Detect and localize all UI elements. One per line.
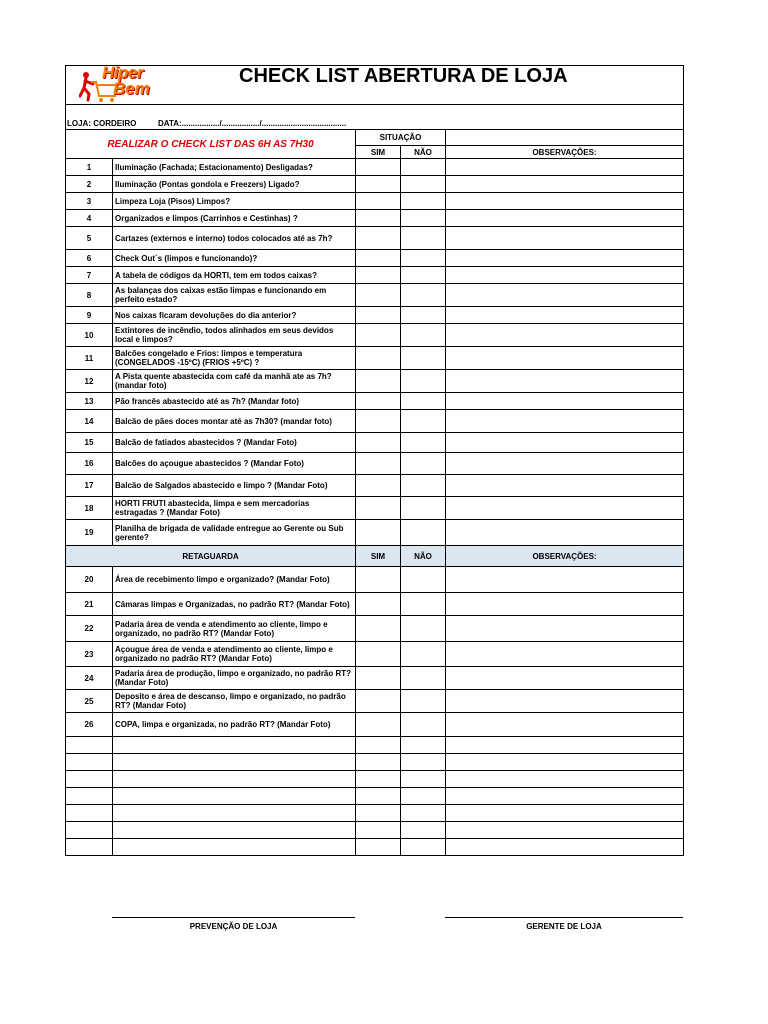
signature-label-prevencao: PREVENÇÃO DE LOJA [189,922,278,931]
sim-checkbox-cell[interactable] [356,497,401,520]
table-row [66,347,684,370]
item-number: 6 [66,250,113,267]
observacao-cell[interactable] [446,324,684,347]
observacao-cell[interactable] [446,520,684,546]
sim-checkbox-cell[interactable] [356,250,401,267]
table-row [66,159,684,176]
empty-table-row [66,839,684,856]
table-row [66,284,684,307]
sim-checkbox-cell[interactable] [356,227,401,250]
item-number: 25 [66,690,113,713]
observacao-cell[interactable] [446,176,684,193]
item-number: 19 [66,520,113,546]
item-number: 23 [66,642,113,667]
table-row [66,393,684,410]
nao-checkbox-cell[interactable] [401,176,446,193]
logo-text-bem: Bem [113,79,150,98]
table-row [66,267,684,284]
nao-checkbox-cell[interactable] [401,690,446,713]
retaguarda-sim-header: SIM [356,546,401,567]
date-field[interactable]: DATA:................./................./...................................... [158,119,347,128]
observacoes-header: OBSERVAÇÕES: [446,146,684,159]
item-text: Iluminação (Fachada; Estacionamento) Desligadas? [113,159,356,176]
empty-text-cell[interactable] [113,822,356,839]
sim-header: SIM [356,146,401,159]
item-number: 5 [66,227,113,250]
empty-table-row [66,805,684,822]
observacao-cell[interactable] [446,410,684,433]
nao-checkbox-cell[interactable] [401,347,446,370]
signature-line-prevencao[interactable] [112,917,355,918]
item-number: 18 [66,497,113,520]
instruction-text: REALIZAR O CHECK LIST DAS 6H AS 7H30 [66,130,356,159]
sim-checkbox-cell[interactable] [356,307,401,324]
store-name: LOJA: CORDEIRO [67,119,137,128]
empty-number-cell [66,839,113,856]
nao-checkbox-cell[interactable] [401,713,446,737]
empty-sim-cell[interactable] [356,839,401,856]
nao-checkbox-cell[interactable] [401,475,446,497]
sim-checkbox-cell[interactable] [356,370,401,393]
item-number: 14 [66,410,113,433]
nao-checkbox-cell[interactable] [401,616,446,642]
nao-checkbox-cell[interactable] [401,497,446,520]
sim-checkbox-cell[interactable] [356,475,401,497]
observacao-cell[interactable] [446,567,684,593]
observacao-cell[interactable] [446,347,684,370]
page-title: CHECK LIST ABERTURA DE LOJA [239,65,568,87]
item-text: Limpeza Loja (Pisos) Limpos? [113,193,356,210]
retaguarda-observacoes-header: OBSERVAÇÕES: [446,546,684,567]
empty-observacao-cell[interactable] [446,788,684,805]
empty-sim-cell[interactable] [356,788,401,805]
nao-checkbox-cell[interactable] [401,267,446,284]
empty-number-cell [66,805,113,822]
observacao-cell[interactable] [446,227,684,250]
observacao-cell[interactable] [446,453,684,475]
item-text: Balcões congelado e Frios: limpos e temperatura (CONGELADOS -15ºC) (FRIOS +5ºC) ? [113,347,356,370]
empty-nao-cell[interactable] [401,737,446,754]
table-row [66,497,684,520]
checklist-sheet [65,65,683,856]
observacao-cell[interactable] [446,593,684,616]
situacao-header: SITUAÇÃO [356,130,446,146]
item-number: 2 [66,176,113,193]
item-text: Balcão de Salgados abastecido e limpo ? (Mandar Foto) [113,475,356,497]
observacao-cell[interactable] [446,267,684,284]
observacao-cell[interactable] [446,497,684,520]
table-row [66,690,684,713]
sim-checkbox-cell[interactable] [356,267,401,284]
empty-text-cell[interactable] [113,805,356,822]
empty-sim-cell[interactable] [356,805,401,822]
item-number: 1 [66,159,113,176]
empty-table-row [66,788,684,805]
empty-text-cell[interactable] [113,737,356,754]
table-row [66,475,684,497]
empty-number-cell [66,754,113,771]
retaguarda-nao-header: NÃO [401,546,446,567]
nao-checkbox-cell[interactable] [401,393,446,410]
table-row [66,593,684,616]
empty-observacao-cell[interactable] [446,754,684,771]
observacao-cell[interactable] [446,475,684,497]
item-text: Açougue área de venda e atendimento ao cliente, limpo e organizado no padrão RT? (Mandar Foto) [113,642,356,667]
table-row [66,567,684,593]
item-number: 16 [66,453,113,475]
sim-checkbox-cell[interactable] [356,453,401,475]
observacao-cell[interactable] [446,210,684,227]
empty-observacao-cell[interactable] [446,737,684,754]
nao-checkbox-cell[interactable] [401,227,446,250]
observacao-cell[interactable] [446,307,684,324]
empty-nao-cell[interactable] [401,788,446,805]
table-row [66,410,684,433]
empty-nao-cell[interactable] [401,822,446,839]
observacao-cell[interactable] [446,250,684,267]
item-number: 21 [66,593,113,616]
table-row [66,713,684,737]
sim-checkbox-cell[interactable] [356,176,401,193]
item-text: Balcões do açougue abastecidos ? (Mandar Foto) [113,453,356,475]
blank-header-cell [446,130,684,146]
sim-checkbox-cell[interactable] [356,347,401,370]
empty-observacao-cell[interactable] [446,771,684,788]
sim-checkbox-cell[interactable] [356,667,401,690]
item-number: 8 [66,284,113,307]
signature-line-gerente[interactable] [445,917,683,918]
nao-checkbox-cell[interactable] [401,567,446,593]
observacao-cell[interactable] [446,616,684,642]
empty-sim-cell[interactable] [356,822,401,839]
item-number: 12 [66,370,113,393]
sim-checkbox-cell[interactable] [356,690,401,713]
item-number: 10 [66,324,113,347]
observacao-cell[interactable] [446,370,684,393]
item-number: 26 [66,713,113,737]
sim-checkbox-cell[interactable] [356,393,401,410]
table-row [66,520,684,546]
empty-nao-cell[interactable] [401,839,446,856]
table-row [66,210,684,227]
table-row [66,193,684,210]
item-text: Padaria área de produção, limpo e organizado, no padrão RT? (Mandar Foto) [113,667,356,690]
nao-checkbox-cell[interactable] [401,433,446,453]
nao-checkbox-cell[interactable] [401,667,446,690]
nao-checkbox-cell[interactable] [401,453,446,475]
sim-checkbox-cell[interactable] [356,520,401,546]
nao-checkbox-cell[interactable] [401,370,446,393]
item-number: 11 [66,347,113,370]
nao-checkbox-cell[interactable] [401,284,446,307]
empty-observacao-cell[interactable] [446,805,684,822]
empty-nao-cell[interactable] [401,754,446,771]
empty-observacao-cell[interactable] [446,822,684,839]
nao-checkbox-cell[interactable] [401,642,446,667]
item-number: 9 [66,307,113,324]
table-row [66,324,684,347]
item-text: COPA, limpa e organizada, no padrão RT? (Mandar Foto) [113,713,356,737]
item-number: 3 [66,193,113,210]
item-text: Balcão de pães doces montar até as 7h30? (mandar foto) [113,410,356,433]
item-number: 13 [66,393,113,410]
sim-checkbox-cell[interactable] [356,713,401,737]
item-text: A tabela de códigos da HORTI, tem em todos caixas? [113,267,356,284]
nao-checkbox-cell[interactable] [401,193,446,210]
table-row [66,453,684,475]
item-text: Organizados e limpos (Carrinhos e Cestinhas) ? [113,210,356,227]
item-text: Iluminação (Pontas gondola e Freezers) Ligado? [113,176,356,193]
nao-checkbox-cell[interactable] [401,210,446,227]
item-text: Câmaras limpas e Organizadas, no padrão RT? (Mandar Foto) [113,593,356,616]
empty-text-cell[interactable] [113,839,356,856]
sim-checkbox-cell[interactable] [356,567,401,593]
observacao-cell[interactable] [446,642,684,667]
empty-sim-cell[interactable] [356,771,401,788]
item-text: Balcão de fatiados abastecidos ? (Mandar Foto) [113,433,356,453]
empty-nao-cell[interactable] [401,805,446,822]
observacao-cell[interactable] [446,713,684,737]
table-row [66,250,684,267]
empty-nao-cell[interactable] [401,771,446,788]
item-number: 4 [66,210,113,227]
item-number: 22 [66,616,113,642]
hiper-bem-logo [79,65,189,104]
empty-table-row [66,754,684,771]
sim-checkbox-cell[interactable] [356,324,401,347]
observacao-cell[interactable] [446,690,684,713]
empty-text-cell[interactable] [113,771,356,788]
table-row [66,616,684,642]
table-row [66,227,684,250]
empty-number-cell [66,771,113,788]
empty-sim-cell[interactable] [356,737,401,754]
empty-table-row [66,822,684,839]
checklist-table [65,65,684,856]
nao-checkbox-cell[interactable] [401,593,446,616]
empty-table-row [66,771,684,788]
observacao-cell[interactable] [446,193,684,210]
signature-label-gerente: GERENTE DE LOJA [526,922,602,931]
empty-text-cell[interactable] [113,788,356,805]
item-text: Check Out´s (limpos e funcionando)? [113,250,356,267]
item-text: Cartazes (externos e interno) todos colocados até as 7h? [113,227,356,250]
item-text: Pão francês abastecido até as 7h? (Mandar foto) [113,393,356,410]
table-row [66,370,684,393]
empty-number-cell [66,737,113,754]
retaguarda-header-row [66,546,684,567]
item-text: Nos caixas ficaram devoluções do dia anterior? [113,307,356,324]
nao-header: NÃO [401,146,446,159]
sim-checkbox-cell[interactable] [356,284,401,307]
nao-checkbox-cell[interactable] [401,307,446,324]
empty-number-cell [66,822,113,839]
nao-checkbox-cell[interactable] [401,324,446,347]
nao-checkbox-cell[interactable] [401,520,446,546]
item-text: HORTI FRUTI abastecida, limpa e sem mercadorias estragadas ? (Mandar Foto) [113,497,356,520]
observacao-cell[interactable] [446,159,684,176]
observacao-cell[interactable] [446,284,684,307]
table-row [66,176,684,193]
empty-text-cell[interactable] [113,754,356,771]
sim-checkbox-cell[interactable] [356,433,401,453]
table-row [66,433,684,453]
header-cell [66,66,684,105]
store-info-row [66,105,684,130]
item-number: 24 [66,667,113,690]
retaguarda-label: RETAGUARDA [66,546,356,567]
item-text: Padaria área de venda e atendimento ao cliente, limpo e organizado, no padrão RT? (Mandar Foto) [113,616,356,642]
observacao-cell[interactable] [446,393,684,410]
nao-checkbox-cell[interactable] [401,410,446,433]
sim-checkbox-cell[interactable] [356,159,401,176]
item-text: A Pista quente abastecida com café da manhã ate as 7h? (mandar foto) [113,370,356,393]
item-text: As balanças dos caixas estão limpas e funcionando em perfeito estado? [113,284,356,307]
table-row [66,667,684,690]
item-number: 15 [66,433,113,453]
item-number: 7 [66,267,113,284]
sim-checkbox-cell[interactable] [356,210,401,227]
sim-checkbox-cell[interactable] [356,616,401,642]
empty-number-cell [66,788,113,805]
sim-checkbox-cell[interactable] [356,593,401,616]
item-number: 20 [66,567,113,593]
sim-checkbox-cell[interactable] [356,642,401,667]
item-text: Planilha de brigada de validade entregue ao Gerente ou Sub gerente? [113,520,356,546]
observacao-cell[interactable] [446,433,684,453]
observacao-cell[interactable] [446,667,684,690]
item-text: Deposito e área de descanso, limpo e organizado, no padrão RT? (Mandar Foto) [113,690,356,713]
logo-text-hiper: Hiper [102,65,143,82]
sim-checkbox-cell[interactable] [356,410,401,433]
nao-checkbox-cell[interactable] [401,159,446,176]
empty-sim-cell[interactable] [356,754,401,771]
sim-checkbox-cell[interactable] [356,193,401,210]
empty-table-row [66,737,684,754]
item-text: Área de recebimento limpo e organizado? (Mandar Foto) [113,567,356,593]
nao-checkbox-cell[interactable] [401,250,446,267]
table-row [66,642,684,667]
empty-observacao-cell[interactable] [446,839,684,856]
item-number: 17 [66,475,113,497]
item-text: Extintores de incêndio, todos alinhados em seus devidos local e limpos? [113,324,356,347]
table-row [66,307,684,324]
